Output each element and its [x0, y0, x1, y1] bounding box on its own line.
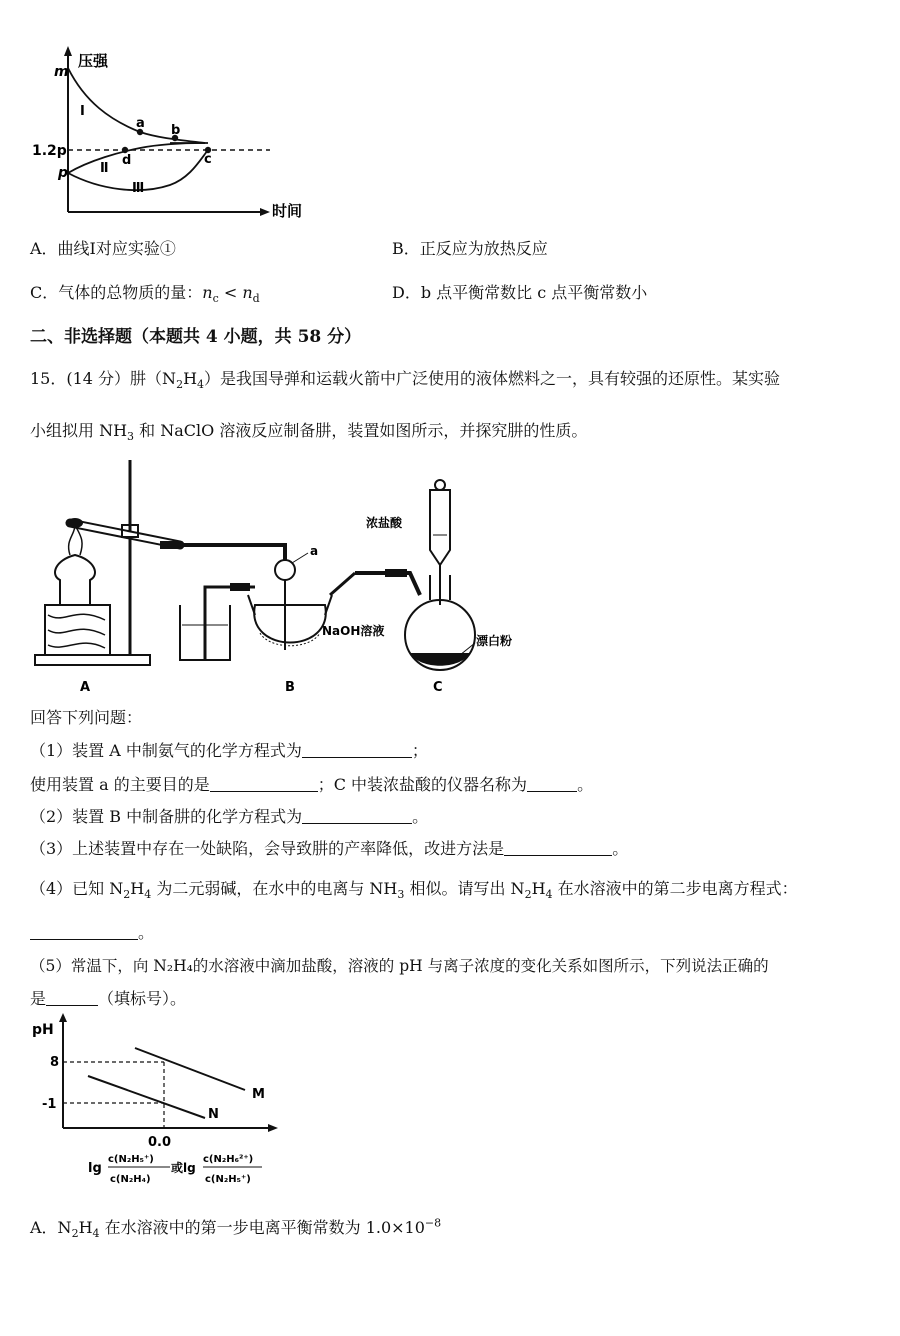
q5-option-a-sub1: 2: [71, 1227, 79, 1241]
q4-pre: （4）已知 N: [30, 879, 124, 898]
q3-end: 。: [612, 839, 629, 858]
q4-end: 。: [138, 923, 155, 942]
option-c-n1: n: [202, 283, 213, 302]
q15-line1-pre: 15．(14 分）肼（N: [30, 369, 177, 388]
line-M-label: M: [252, 1087, 265, 1102]
q15-stem-line1: [30, 366, 780, 391]
inlet-tube: [330, 573, 355, 595]
q15-line2-pre: 小组拟用 NH: [30, 421, 128, 440]
ph-x-axis-arrow: [268, 1124, 278, 1132]
q5-option-a-post: 在水溶液中的第一步电离平衡常数为 1.0×10: [99, 1218, 425, 1237]
delivery-tube-1: [180, 545, 285, 560]
curve-I: [68, 68, 205, 143]
label-C: C: [433, 680, 443, 695]
label-bleach: 漂白粉: [476, 634, 513, 648]
q15-line1-mid: H: [183, 369, 198, 388]
option-c-op: <: [218, 283, 243, 302]
q4-blank[interactable]: [30, 925, 138, 940]
label-A: A: [80, 680, 91, 695]
separatory-funnel: [430, 490, 450, 565]
q5-line2-pre: 是: [30, 989, 47, 1008]
tick-0-0: 0.0: [148, 1135, 172, 1150]
questions-intro: 回答下列问题：: [30, 708, 143, 727]
curve-III-label: Ⅲ: [132, 181, 145, 196]
funnel-stopper: [435, 480, 445, 490]
q4-h2: H: [531, 879, 546, 898]
xlabel-num2: c(N₂H₆²⁺): [203, 1154, 254, 1165]
q15-line1-sub2: 4: [197, 378, 205, 392]
x-axis-label: 时间: [272, 202, 303, 220]
label-hcl: 浓盐酸: [366, 516, 403, 530]
xlabel-den2: c(N₂H₅⁺): [205, 1174, 251, 1185]
q3: [30, 836, 628, 859]
q1a-text: （1）装置 A 中制氨气的化学方程式为: [30, 741, 302, 760]
q4-sub3: 3: [397, 888, 405, 902]
q2-end: 。: [412, 807, 429, 826]
q4-mid1: 为二元弱碱，在水中的电离与 NH: [151, 879, 398, 898]
rubber-connector-3: [385, 569, 407, 577]
line-N-label: N: [208, 1107, 219, 1122]
q4-mid2: 相似。请写出 N: [404, 879, 525, 898]
q5-option-a-sub2: 4: [92, 1227, 100, 1241]
q5-line1: （5）常温下，向 N₂H₄的水溶液中滴加盐酸，溶液的 pH 与离子浓度的变化关系如图所示，下列说法正确的: [30, 957, 769, 975]
q4-sub2: 4: [144, 888, 152, 902]
ph-graph: [30, 1010, 280, 1190]
section-heading: 二、非选择题（本题共 4 小题，共 58 分）: [30, 327, 362, 347]
rubber-connector-2: [230, 583, 250, 591]
tick-p: p: [58, 165, 69, 181]
option-b: B．正反应为放热反应: [392, 239, 548, 258]
q5-line2-post: （填标号）。: [98, 989, 187, 1008]
q4-post: 在水溶液中的第二步电离方程式：: [552, 879, 798, 898]
apparatus-figure: [30, 455, 530, 700]
alcohol-lamp: [55, 555, 95, 605]
xlabel-lg1: lg: [88, 1161, 102, 1176]
q3-text: （3）上述装置中存在一处缺陷，会导致肼的产率降低，改进方法是: [30, 839, 505, 858]
q5-line2: [30, 986, 186, 1009]
q5-option-a-sup: −8: [424, 1216, 442, 1230]
q1b-blank2[interactable]: [527, 777, 577, 792]
label-naoh: NaOH溶液: [322, 624, 385, 638]
q3-blank[interactable]: [504, 841, 612, 856]
q2: [30, 804, 428, 827]
option-d: D．b 点平衡常数比 c 点平衡常数小: [392, 283, 648, 302]
q1b: [30, 772, 593, 795]
option-c-prefix: C．气体的总物质的量：: [30, 283, 203, 302]
point-d-label: d: [122, 153, 132, 168]
tick-1-2p: 1.2p: [32, 143, 67, 159]
q15-line2-sub: 3: [127, 430, 135, 444]
q15-line1-sub1: 2: [176, 378, 184, 392]
q15-line2-post: 和 NaClO 溶液反应制备肼，装置如图所示，并探究肼的性质。: [134, 421, 588, 440]
tick-m: m: [54, 64, 69, 80]
three-neck-flask: [254, 605, 326, 643]
line-N: [88, 1076, 205, 1118]
q15-stem-line2: [30, 418, 587, 443]
ph-y-label: pH: [32, 1022, 54, 1038]
stand-base: [35, 655, 150, 665]
option-c-sub2: d: [252, 292, 260, 306]
q5-option-a-pre: A．N: [30, 1218, 72, 1237]
q1a: [30, 738, 428, 761]
q5-option-a: [30, 1215, 441, 1240]
line-M: [135, 1048, 245, 1090]
q4-sub1: 2: [123, 888, 131, 902]
option-c-n2: n: [242, 283, 253, 302]
q4-sub5: 4: [545, 888, 553, 902]
q15-line1-post: ）是我国导弹和运载火箭中广泛使用的液体燃料之一，具有较强的还原性。某实验: [204, 369, 781, 388]
tick-8: 8: [50, 1055, 60, 1070]
naoh-solution: [260, 633, 320, 646]
curve-I-label: Ⅰ: [80, 104, 85, 119]
q2-text: （2）装置 B 中制备肼的化学方程式为: [30, 807, 303, 826]
curve-II: [68, 143, 205, 173]
q1b-blank1[interactable]: [210, 777, 318, 792]
ph-y-axis-arrow: [59, 1013, 67, 1022]
xlabel-num1: c(N₂H₅⁺): [108, 1154, 154, 1165]
xlabel-den1: c(N₂H₄): [110, 1174, 151, 1185]
tick-neg1: -1: [42, 1097, 57, 1112]
x-axis-arrow: [260, 208, 270, 216]
q1b-end: 。: [577, 775, 594, 794]
label-a-pointer: [292, 553, 308, 563]
q4: [30, 876, 798, 901]
q4-answer-line: [30, 920, 154, 943]
option-c-sub1: c: [212, 292, 219, 306]
q4-sub4: 2: [524, 888, 532, 902]
q4-h: H: [130, 879, 145, 898]
q2-blank[interactable]: [302, 809, 412, 824]
option-a: A．曲线Ⅰ对应实验①: [30, 239, 176, 258]
y-axis-arrow: [64, 46, 72, 56]
curve-II-label: Ⅱ: [100, 161, 109, 176]
q1b-mid: ；C 中装浓盐酸的仪器名称为: [317, 775, 528, 794]
q1a-end: ；: [411, 741, 428, 760]
q5-option-a-h: H: [78, 1218, 93, 1237]
q1a-blank[interactable]: [302, 743, 412, 758]
option-c: [30, 280, 260, 305]
y-axis-label: 压强: [78, 52, 109, 70]
q1b-pre: 使用装置 a 的主要目的是: [30, 775, 210, 794]
label-B: B: [285, 680, 295, 695]
label-a: a: [310, 544, 319, 558]
point-c-label: c: [204, 152, 212, 167]
rubber-connector-1: [160, 541, 182, 549]
point-a-label: a: [136, 116, 145, 131]
pressure-time-graph: [32, 40, 330, 225]
point-b-label: b: [171, 123, 181, 138]
xlabel-or: 或lg: [171, 1161, 196, 1175]
q5-blank[interactable]: [46, 991, 98, 1006]
solid-reactant: [67, 518, 83, 528]
